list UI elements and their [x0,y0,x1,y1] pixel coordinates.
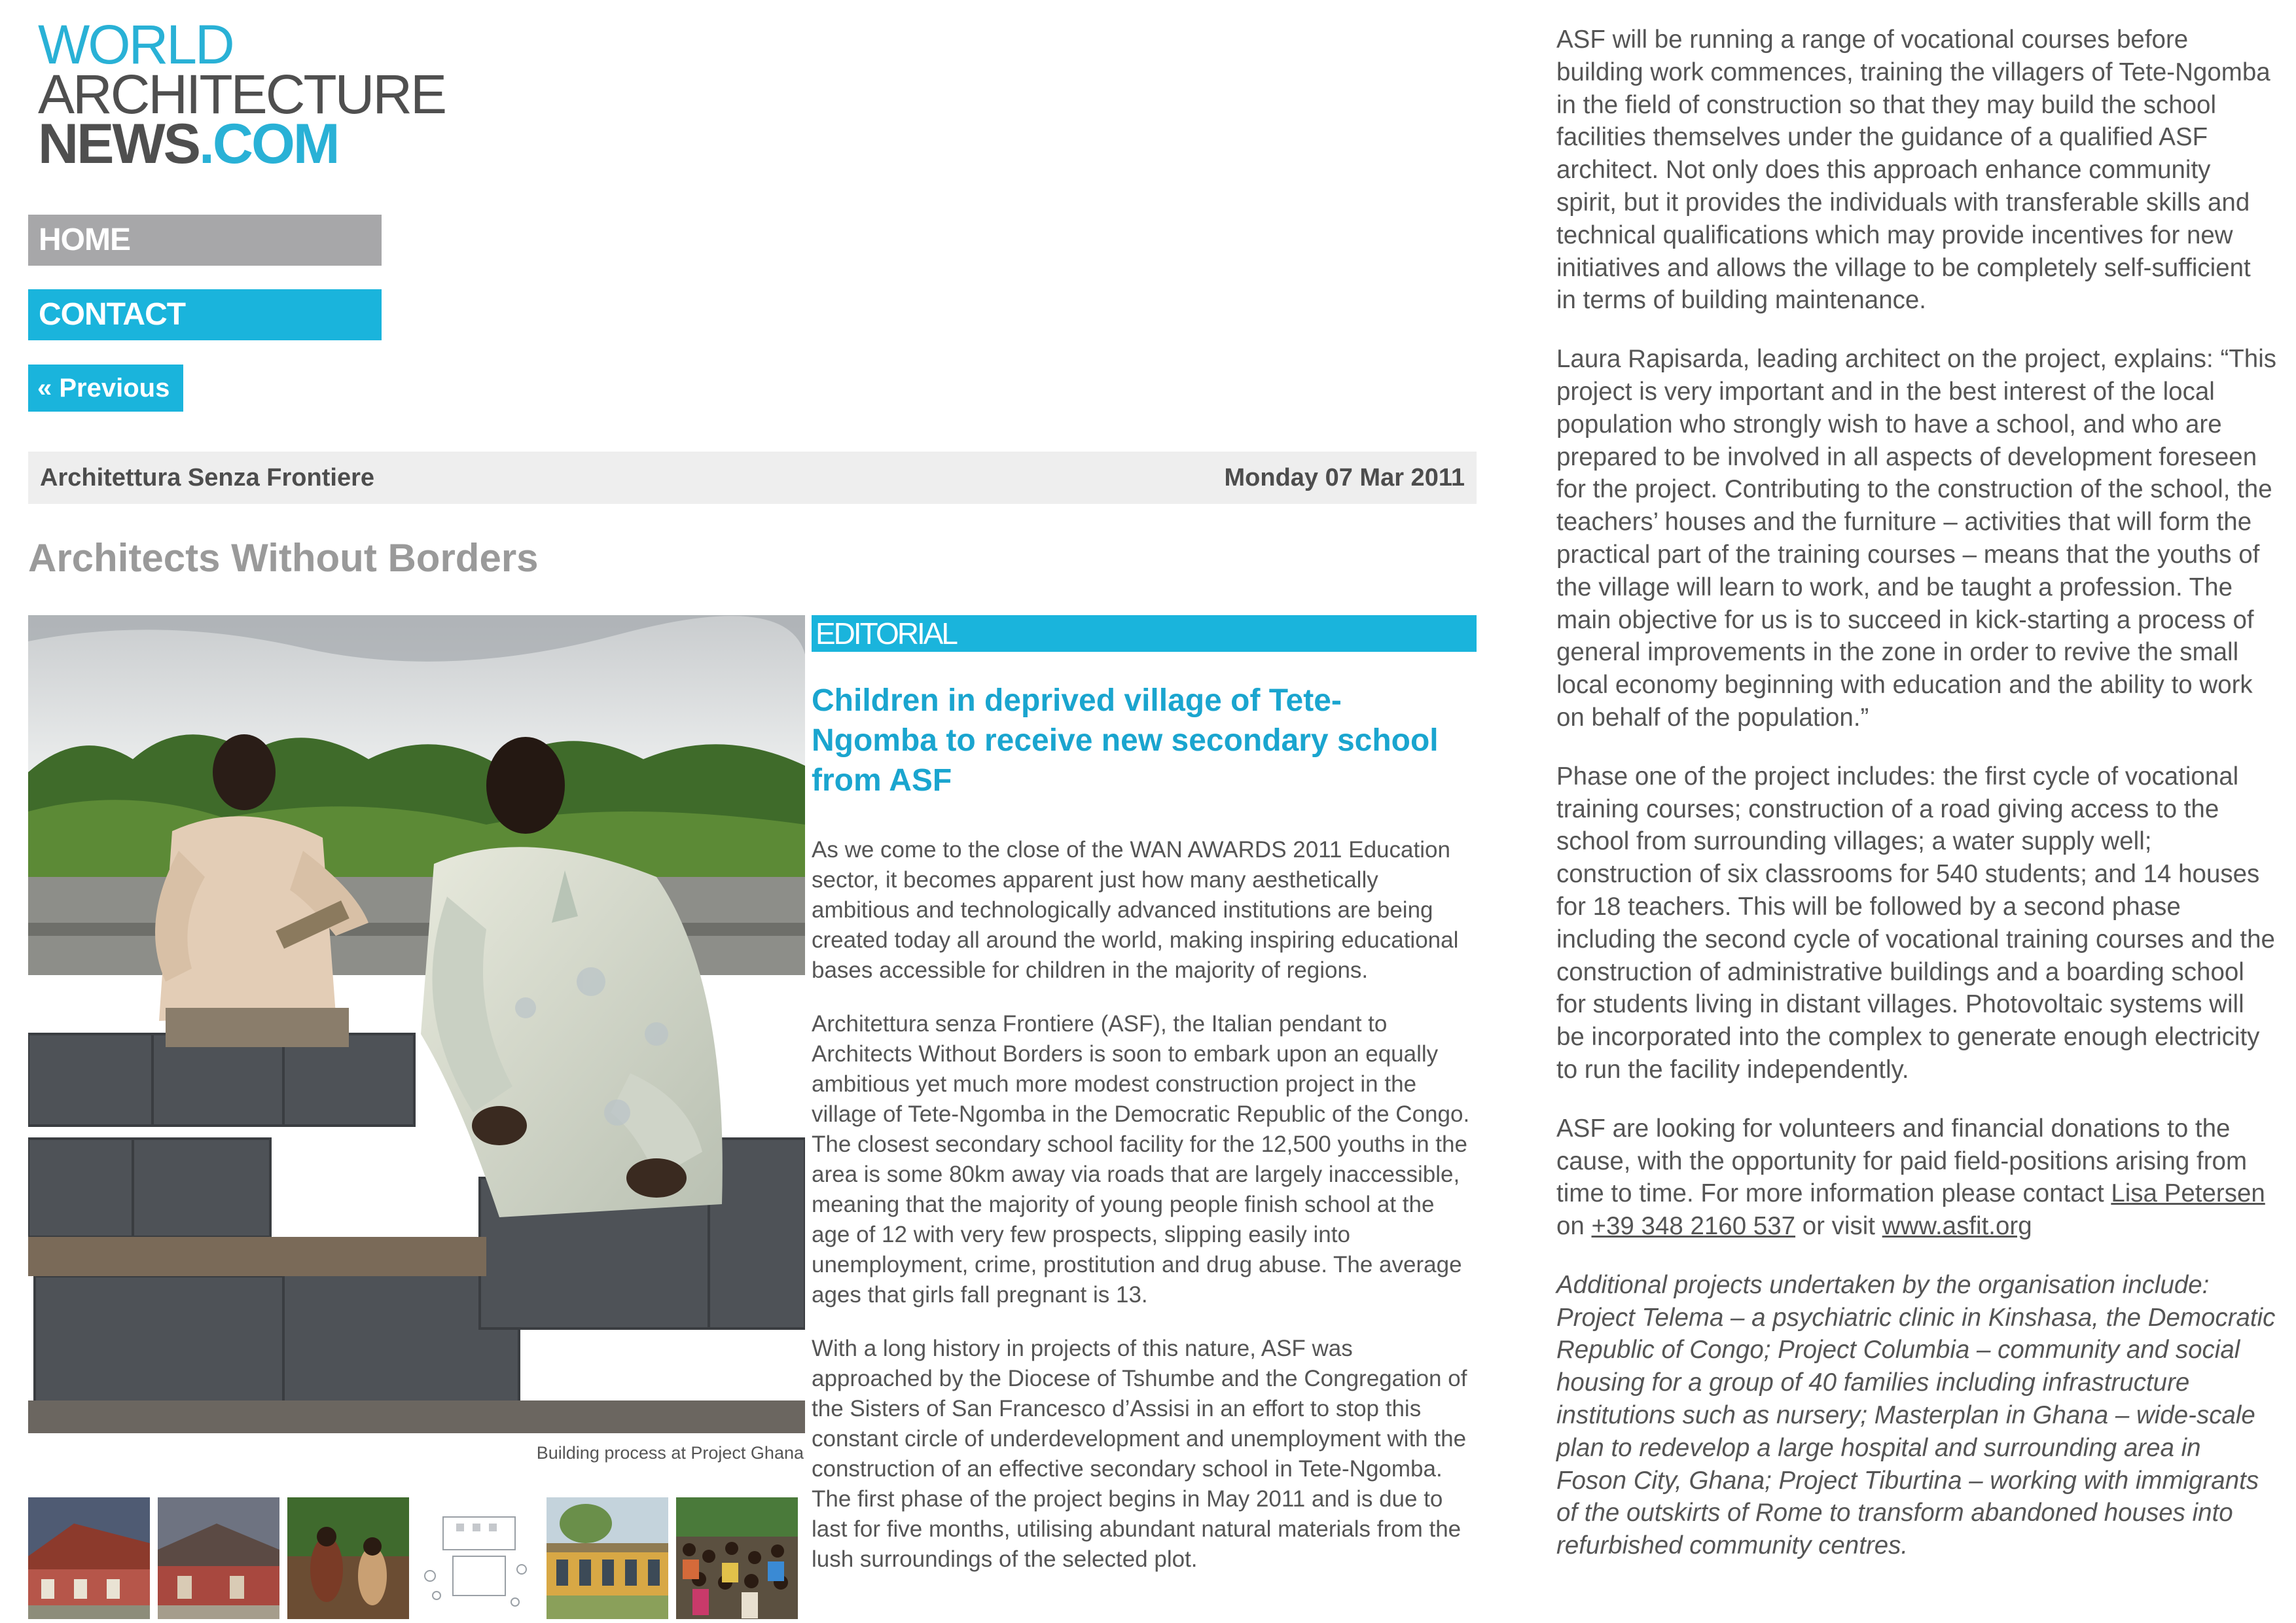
article-body-left [812,835,1477,1598]
contact-visit-text: or visit [1795,1212,1882,1241]
site-plan-image [417,1497,539,1619]
crowd-photo-image [676,1497,798,1619]
contact-paragraph [1556,1113,2276,1243]
contact-name-link[interactable]: Lisa Petersen [2111,1179,2265,1208]
logo-line-architecture: ARCHITECTURE [38,63,446,125]
village-photo-image [287,1497,409,1619]
thumbnail-1[interactable] [28,1497,150,1619]
article-paragraph: With a long history in projects of this nature, ASF was approached by the Diocese of Tshumbe and the Congregation of the Sisters of San Francesco d’Assisi in an effort to stop this constant circle of underdevelopment and unemployment with the construction of an effective secondary school in Tete-Ngomba. The first phase of the project begins in May 2011 and is due to last for five months, utilising abundant natural materials from the lush surroundings of the selected plot. [812,1336,1467,1572]
construction-photo-illustration [28,615,805,1433]
logo-com: .COM [199,113,338,175]
nav-home-button[interactable]: HOME [28,215,382,266]
article-headline: Children in deprived village of Tete-Ngomba to receive new secondary school from ASF [812,683,1439,798]
previous-button[interactable]: « Previous [28,365,183,412]
organisation-name: Architettura Senza Frontiere [40,463,374,491]
logo-news: NEWS [38,113,199,175]
additional-projects-paragraph: Additional projects undertaken by the organisation include: Project Telema – a psychiatric clinic in Kinshasa, the Democratic Republic of Congo; Project Columbia – community and social housing for a group of 40 families including infrastructure institutions such as nursery; Masterplan in Ghana – wide-scale plan to redevelop a large hospital and surrounding area in Foson City, Ghana; Project Tiburtina – working with immigrants of the outskirts of Rome to transform abandoned houses into refurbished community centres. [1556,1270,2276,1560]
article-info-bar [28,452,1477,504]
article-body-right [1556,24,2276,1588]
contact-text: ASF are looking for volunteers and financial donations to the cause, with the opportunity for paid field-positions arising from time to time. For more information please contact [1556,1114,2248,1208]
building-render-image-2 [158,1497,279,1619]
article-paragraph: Architettura senza Frontiere (ASF), the Italian pendant to Architects Without Borders is soon to embark upon an equally ambitious yet much more modest construction project in the village of Tete-Ngomba in the Democratic Republic of the Congo. The closest secondary school facility for the 12,500 youths in the area is some 80km away via roads that are largely inaccessible, meaning that the majority of young people finish school at the age of 12 with very few prospects, slipping easily into unemployment, crime, prostitution and drug abuse. The average ages that girls fall pregnant is 13. [812,1011,1470,1308]
page-title: Architects Without Borders [28,536,539,580]
article-paragraph: Phase one of the project includes: the first cycle of vocational training courses; construction of a road giving access to the school from surrounding villages; a water supply well; construction of six classrooms for 540 students; and 14 houses for 18 teachers. This will be followed by a second phase including the second cycle of vocational training courses and the construction of administrative buildings and a boarding school for students living in distant villages. Photovoltaic systems will be incorporated into the complex to generate enough electricity to run the facility independently. [1556,762,2275,1084]
article-paragraph: ASF will be running a range of vocational courses before building work commences, training the villagers of Tete-Ngomba in the field of construction so that they may build the school facilities themselves under the guidance of a qualified ASF architect. Not only does this approach enhance community spirit, but it provides the individuals with transferable skills and technical qualifications which may provide incentives for new initiatives and allows the village to be completely self-sufficient in terms of building maintenance. [1556,26,2270,315]
site-logo[interactable] [38,14,446,175]
contact-phone-link[interactable]: +39 348 2160 537 [1591,1212,1796,1241]
main-photo[interactable] [28,615,805,1433]
thumbnail-2[interactable] [158,1497,279,1619]
website-link[interactable]: www.asfit.org [1882,1212,2032,1241]
article-paragraph: As we come to the close of the WAN AWARDS 2011 Education sector, it becomes apparent just how many aesthetically ambitious and technologically advanced institutions are being created today all around the world, making inspiring educational bases accessible for children in the majority of regions. [812,837,1459,983]
thumbnail-6[interactable] [676,1497,798,1619]
logo-line-news [38,113,445,175]
thumbnail-5[interactable] [547,1497,668,1619]
school-building-image [547,1497,668,1619]
thumbnail-4[interactable] [417,1497,539,1619]
nav-contact-button[interactable]: CONTACT [28,289,382,340]
article-paragraph: Laura Rapisarda, leading architect on the project, explains: “This project is very important and in the best interest of the local population who strongly wish to have a school, and who are prepared to be involved in all aspects of development foreseen for the project. Contributing to the construction of the school, the teachers’ houses and the furniture – activities that will form the practical part of the training courses – means that the youths of the village will learn to work, and be taught a profession. The main objective for us is to succeed in kick-starting a process of general improvements in the zone in order to revive the small local economy beginning with education and the ability to work on behalf of the population.” [1556,345,2276,732]
section-label-editorial: EDITORIAL [812,615,1477,652]
logo-line-world: WORLD [38,14,233,75]
building-render-image [28,1497,150,1619]
photo-caption: Building process at Project Ghana [536,1443,804,1463]
article-date: Monday 07 Mar 2011 [1224,463,1465,491]
contact-on-text: on [1556,1212,1592,1241]
thumbnail-3[interactable] [287,1497,409,1619]
